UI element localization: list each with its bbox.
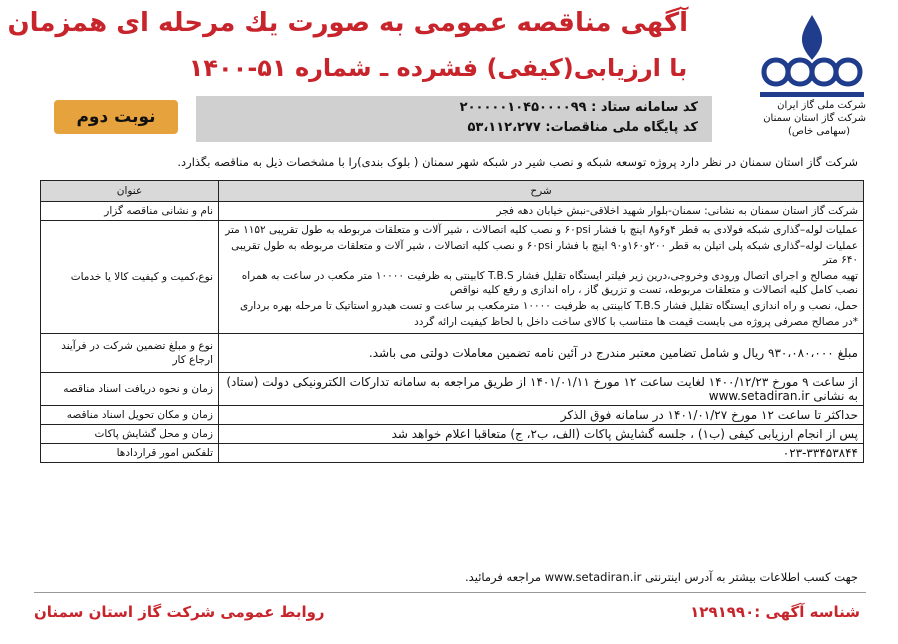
national-db-code: کد پایگاه ملی مناقصات: ۵۳،۱۱۲،۲۷۷ <box>467 120 698 135</box>
desc-item: عملیات لوله–گذاری شبکه پلی اتیلن به قطر ۲۰۰و۱۶۰و۹۰ اینچ با فشار ۶۰psi و نصب کلیه اتصالات ، شیر آلات و متعلقات مربوطه به طول تقریبی ۶۴۰ متر <box>231 240 858 266</box>
table-row <box>41 334 864 373</box>
notice-title-line1: آگهی مناقصه عمومی به صورت یك مرحله ای همزمان <box>7 8 688 38</box>
table-row <box>41 425 864 444</box>
divider <box>34 592 866 593</box>
intro-text: شرکت گاز استان سمنان در نظر دارد پروژه توسعه شبکه و نصب شیر در شبکه شهر سمنان ( بلوک بندی)را با مشخصات ذیل به مناقصه بگذارد. <box>177 155 858 169</box>
setad-code: کد سامانه ستاد : ۲۰۰۰۰۰۱۰۴۵۰۰۰۰۹۹ <box>459 100 698 115</box>
table-row <box>41 444 864 463</box>
company-type: (سهامی خاص) <box>787 126 850 137</box>
table-row <box>41 221 864 334</box>
header-description: شرح <box>219 181 864 202</box>
row-title: زمان و مکان تحویل اسناد مناقصه <box>41 406 219 425</box>
notice-title-line2: با ارزیابی(کیفی) فشرده ـ شماره ۵۱-۱۴۰۰ <box>188 54 688 82</box>
row-title: زمان و محل گشایش پاکات <box>41 425 219 444</box>
row-desc: ۰۲۳-۳۳۴۵۳۸۴۴ <box>219 444 864 463</box>
table-header-row <box>41 181 864 202</box>
header-title: عنوان <box>41 181 219 202</box>
table-row <box>41 202 864 221</box>
row-desc: حداکثر تا ساعت ۱۲ مورخ ۱۴۰۱/۰۱/۲۷ در سامانه فوق الذکر <box>219 406 864 425</box>
company-name-1: شرکت ملی گاز ایران <box>777 100 866 111</box>
table-row <box>41 373 864 406</box>
tender-details-table <box>40 180 864 463</box>
row-title: نام و نشانی مناقصه گزار <box>41 202 219 221</box>
table-row <box>41 406 864 425</box>
row-desc: پس از انجام ارزیابی کیفی (ب۱) ، جلسه گشایش پاکات (الف، ب۲، ج) متعاقبا اعلام خواهد شد <box>219 425 864 444</box>
row-desc: مبلغ ۹۳۰،۰۸۰،۰۰۰ ریال و شامل تضامین معتبر مندرج در آئین نامه تضمین معاملات دولتی می باشد. <box>219 334 864 373</box>
nigc-flame-logo-icon <box>752 12 872 104</box>
row-desc: شرکت گاز استان سمنان به نشانی: سمنان-بلوار شهید اخلاقی-نبش خیابان دهه فجر <box>219 202 864 221</box>
row-title: نوع و مبلغ تضمین شرکت در فرآیند ارجاع کار <box>41 334 219 373</box>
row-desc <box>219 221 864 334</box>
row-desc: از ساعت ۹ مورخ ۱۴۰۰/۱۲/۲۳ لغایت ساعت ۱۲ مورخ ۱۴۰۱/۰۱/۱۱ از طریق مراجعه به سامانه تدارکات الکترونیکی دولت (ستاد) به نشانی www.setadiran.ir <box>219 373 864 406</box>
company-name-2: شرکت گاز استان سمنان <box>763 113 866 124</box>
desc-item: عملیات لوله–گذاری شبکه فولادی به قطر ۴و۶و۸ اینچ با فشار ۶۰psi و نصب کلیه اتصالات ، شیر آلات و متعلقات مربوطه به طول تقریبی ۱۱۵۲ متر <box>225 224 858 236</box>
row-title: تلفکس امور قراردادها <box>41 444 219 463</box>
footnote: جهت کسب اطلاعات بیشتر به آدرس اینترنتی www.setadiran.ir مراجعه فرمائید. <box>465 570 858 584</box>
desc-item: *در مصالح مصرفی پروژه می بایست قیمت ها متناسب با کالای ساخت داخل با لحاظ کیفیت ارائه گردد <box>414 316 858 328</box>
codes-box <box>196 96 712 142</box>
row-title: نوع،کمیت و کیفیت کالا یا خدمات <box>41 221 219 334</box>
desc-item: حمل، نصب و راه اندازی ایستگاه تقلیل فشار T.B.S کابینتی به ظرفیت ۱۰۰۰۰ مترمکعب بر ساعت و تست هیدرو استاتیک تا مرحله بهره برداری <box>239 300 858 312</box>
second-round-badge: نوبت دوم <box>54 100 178 134</box>
desc-item: تهیه مصالح و اجرای اتصال ورودی وخروجی،درین زیر فیلتر ایستگاه تقلیل فشار T.B.S کابینتی به ظرفیت ۱۰۰۰۰ متر مکعب در ساعت به همراه نصب کامل کلیه اتصالات و متعلقات مربوطه، تست و تزریق گاز ، راه اندازی و رفع کلیه نواقص <box>241 270 858 296</box>
ad-id: شناسه آگهی :۱۲۹۱۹۹۰ <box>690 603 860 621</box>
row-title: زمان و نحوه دریافت اسناد مناقصه <box>41 373 219 406</box>
public-relations-signature: روابط عمومی شرکت گاز استان سمنان <box>34 603 325 621</box>
